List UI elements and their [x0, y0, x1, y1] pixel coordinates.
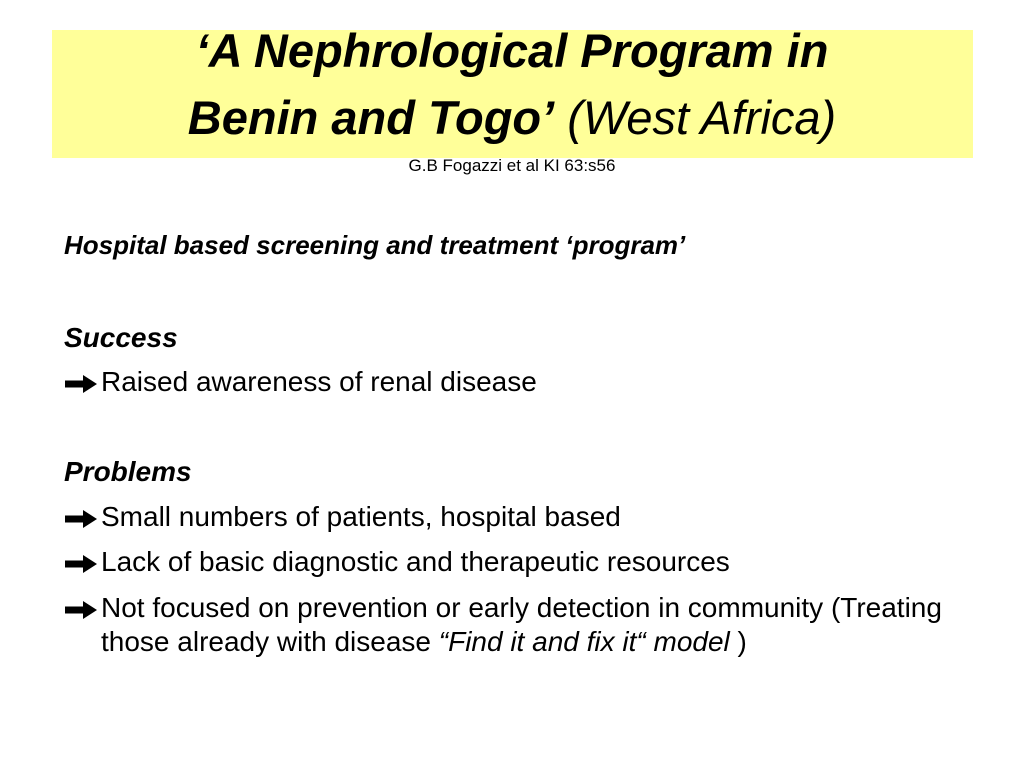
problems-heading: Problems: [64, 456, 192, 487]
arrow-right-icon: [64, 509, 98, 529]
bullet-text: Small numbers of patients, hospital based: [101, 501, 621, 532]
problem-bullet: [64, 545, 964, 579]
arrow-right-icon: [64, 600, 98, 620]
subtitle: Hospital based screening and treatment ‘program’: [64, 230, 686, 260]
slide-title-line-1: ‘A Nephrological Program in: [195, 24, 829, 77]
slide-title-bold: Benin and Togo’: [187, 91, 555, 144]
bullet-text-tail: ): [737, 626, 747, 657]
bullet-text: Raised awareness of renal disease: [101, 366, 537, 397]
arrow-right-icon: [64, 374, 98, 394]
slide-title-line-2: [0, 91, 1024, 145]
slide-title-region: (West Africa): [567, 91, 837, 144]
problem-bullet: [64, 500, 964, 534]
bullet-text-main: Not focused on prevention or early detection in community (Treating those already with disease: [101, 592, 942, 657]
bullet-text-quote: “Find it and fix it“ model: [438, 626, 730, 657]
bullet-text: [101, 591, 964, 659]
bullet-text: Lack of basic diagnostic and therapeutic resources: [101, 546, 730, 577]
arrow-right-icon: [64, 554, 98, 574]
problem-bullet: [64, 591, 964, 659]
citation: G.B Fogazzi et al KI 63:s56: [408, 156, 616, 175]
success-bullet: [64, 365, 964, 399]
success-heading: Success: [64, 322, 178, 353]
